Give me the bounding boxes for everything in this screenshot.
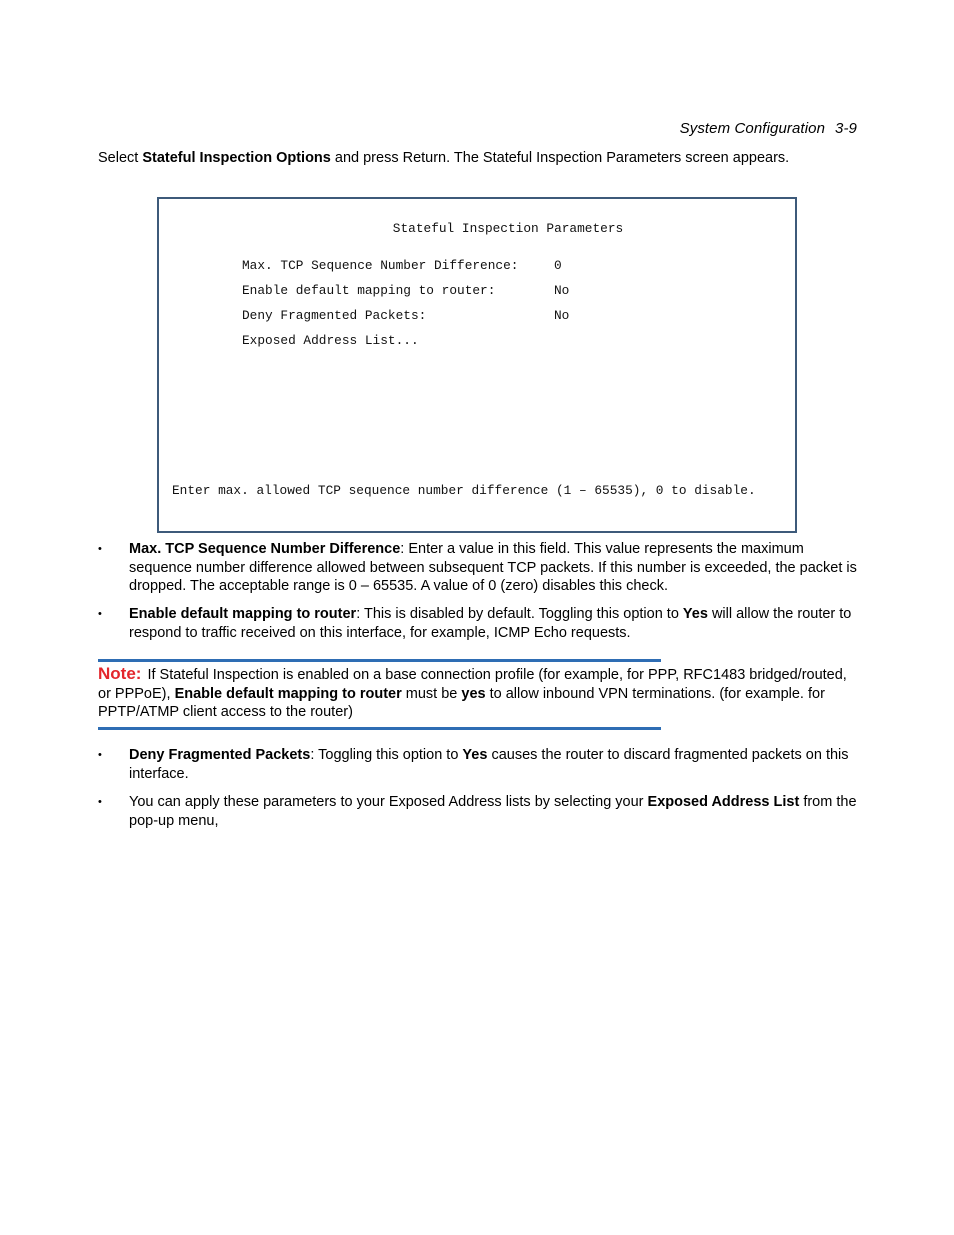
bullet-dot: • [98, 749, 102, 761]
terminal-title: Stateful Inspection Parameters [392, 221, 624, 236]
bullet-text: : Enter a value in this field. This value represents the maximum sequence number difference allowed between subsequent TCP packets. If this number is exceeded, the packet is dropped. The acceptable range is 0 – 65535. A value of 0 (zero) disables this check. [129, 541, 857, 594]
running-header [680, 120, 857, 137]
page-number: 3-9 [835, 120, 857, 137]
bullet-max-tcp [98, 540, 858, 596]
intro-text-after: and press Return. The Stateful Inspection Parameters screen appears. [330, 150, 790, 166]
terminal-field-deny-fragmented-value[interactable]: No [554, 308, 570, 323]
bullet-text: : This is disabled by default. Toggling this option to [356, 606, 683, 622]
terminal-field-deny-fragmented-label[interactable]: Deny Fragmented Packets: [242, 308, 427, 323]
terminal-field-default-mapping-value[interactable]: No [554, 283, 570, 298]
bullet-bold-value: Yes [682, 606, 708, 622]
bullet-bold-value: Yes [462, 747, 488, 763]
bullet-text: causes the router to discard fragmented packets on this interface. [129, 747, 849, 782]
note-block [98, 665, 858, 722]
intro-bold-option: Stateful Inspection Options [142, 150, 331, 166]
bullet-term: Enable default mapping to router [129, 606, 357, 622]
bullet-text: will allow the router to respond to traffic received on this interface, for example, ICMP Echo requests. [129, 606, 852, 641]
terminal-field-exposed-address-list[interactable]: Exposed Address List... [242, 333, 419, 348]
bullet-dot: • [98, 608, 102, 620]
note-text: to allow inbound VPN terminations. (for example. for PPTP/ATMP client access to the router) [98, 685, 825, 720]
note-text: must be [401, 685, 462, 702]
section-title: System Configuration [679, 120, 826, 137]
bullet-term: Max. TCP Sequence Number Difference [129, 541, 401, 557]
intro-text-before: Select [98, 150, 143, 166]
bullet-text: from the pop-up menu, [129, 794, 857, 829]
bullet-deny-fragmented [98, 746, 858, 783]
bullet-text: : Toggling this option to [310, 747, 463, 763]
bullet-exposed-address [98, 793, 858, 830]
note-top-rule [98, 659, 661, 662]
bullet-term: Deny Fragmented Packets [129, 747, 311, 763]
note-bold-value: yes [461, 685, 486, 702]
note-text: If Stateful Inspection is enabled on a base connection profile (for example, for PPP, RFC1483 bridged/routed, or PPPoE), [98, 667, 847, 702]
terminal-field-max-tcp-seq-value[interactable]: 0 [554, 258, 562, 273]
intro-paragraph [98, 149, 858, 168]
bullet-dot: • [98, 543, 102, 555]
note-bottom-rule [98, 727, 661, 730]
terminal-field-max-tcp-seq-label[interactable]: Max. TCP Sequence Number Difference: [242, 258, 519, 273]
note-label: Note: [98, 664, 142, 683]
terminal-prompt: Enter max. allowed TCP sequence number difference (1 – 65535), 0 to disable. [172, 483, 756, 498]
bullet-bold-option: Exposed Address List [647, 794, 800, 810]
terminal-field-default-mapping-label[interactable]: Enable default mapping to router: [242, 283, 496, 298]
bullet-text: You can apply these parameters to your Exposed Address lists by selecting your [129, 794, 648, 810]
terminal-screen [157, 197, 797, 533]
bullet-default-mapping [98, 605, 858, 642]
note-bold-option: Enable default mapping to router [174, 685, 402, 702]
bullet-dot: • [98, 796, 102, 808]
